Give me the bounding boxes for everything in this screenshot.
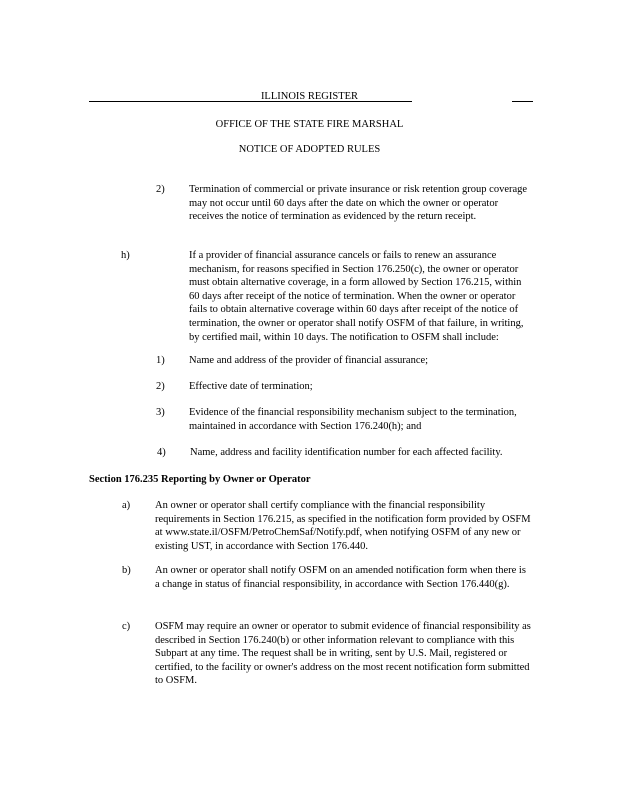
item-label: 2) xyxy=(156,184,165,195)
subsection-label: a) xyxy=(122,500,131,511)
page-number-rule xyxy=(512,101,533,102)
subsection-text: An owner or operator shall certify compliance with the financial responsibility requirements in Section 176.215, as specified in the notification form provided by OSFM at www.state.il/OSFM/PetroChemSaf/Notify.pdf, when notifying OSFM of any new or existing UST, in accordance with Section 176.440. xyxy=(155,500,531,552)
item-text: Name and address of the provider of financial assurance; xyxy=(189,355,429,366)
section-heading: Section 176.235 Reporting by Owner or Operator xyxy=(89,474,311,485)
item-text: Termination of commercial or private insurance or risk retention group coverage may not occur until 60 days after the date on which the owner or operator receives the notice of termination as evidenced by the return receipt. xyxy=(189,184,528,223)
agency-name: OFFICE OF THE STATE FIRE MARSHAL xyxy=(215,119,404,130)
item-label: 4) xyxy=(157,447,166,458)
item-label: 3) xyxy=(156,407,165,418)
item-text: Evidence of the financial responsibility mechanism subject to the termination, maintained in accordance with Section 176.240(h); and xyxy=(189,407,517,432)
subsection-label: c) xyxy=(122,621,131,632)
subsection-text: OSFM may require an owner or operator to submit evidence of financial responsibility as described in Section 176.240(b) or other information relevant to compliance with this Subpart at any time. The request shall be in writing, sent by U.S. Mail, registered or certified, to the facility or owner's address on the most recent notification form submitted to OSFM. xyxy=(155,621,531,687)
item-text: Name, address and facility identification number for each affected facility. xyxy=(190,447,503,458)
subsection-label: h) xyxy=(121,250,130,261)
item-text: Effective date of termination; xyxy=(189,381,313,392)
item-label: 1) xyxy=(156,355,165,366)
notice-title: NOTICE OF ADOPTED RULES xyxy=(238,144,381,155)
subsection-text: An owner or operator shall notify OSFM on an amended notification form when there is a change in status of financial responsibility, in accordance with Section 176.440(g). xyxy=(155,565,526,590)
subsection-label: b) xyxy=(122,565,131,576)
subsection-text: If a provider of financial assurance cancels or fails to renew an assurance mechanism, for reasons specified in Section 176.250(c), the owner or operator must obtain alternative coverage, in a form allowed by Section 176.215, within 60 days after receipt of the notice of termination. When the owner or operator fails to obtain alternative coverage within 60 days after receipt of the notice of termination, the owner or operator shall notify OSFM of that failure, in writing, by certified mail, within 10 days. The notification to OSFM shall include: xyxy=(189,250,524,343)
item-label: 2) xyxy=(156,381,165,392)
header-rule xyxy=(89,101,412,102)
register-title: ILLINOIS REGISTER xyxy=(260,91,359,102)
